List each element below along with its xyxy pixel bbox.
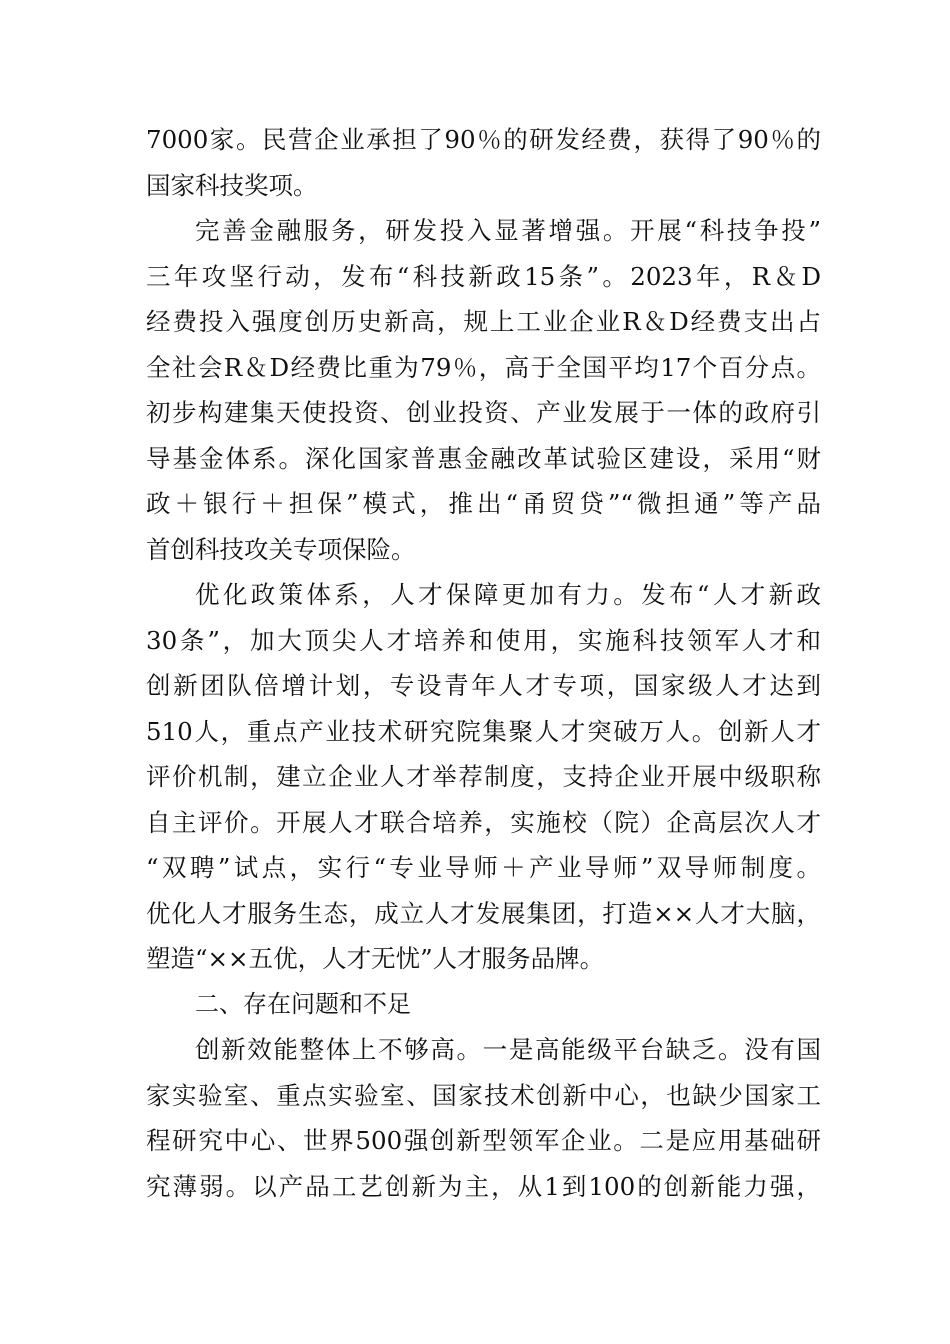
text-line: 程研究中心、世界500强创新型领军企业。二是应用基础研 [146, 1126, 821, 1155]
text-line: 究薄弱。以产品工艺创新为主，从1到100的创新能力强， [146, 1171, 821, 1201]
text-line: 家实验室、重点实验室、国家技术创新中心，也缺少国家工 [146, 1080, 821, 1110]
text-line: 全社会R＆D经费比重为79％，高于全国平均17个百分点。 [146, 352, 821, 382]
text-line: 30条”，加大顶尖人才培养和使用，实施科技领军人才和 [146, 625, 821, 655]
text-line: 7000家。民营企业承担了90％的研发经费，获得了90％的 [146, 125, 821, 154]
section-heading: 二、存在问题和不足 [195, 989, 411, 1018]
text-line: 经费投入强度创历史新高，规上工业企业R＆D经费支出占 [146, 307, 821, 336]
text-line: “双聘”试点，实行“专业导师＋产业导师”双导师制度。 [146, 853, 821, 882]
text-line: 评价机制，建立企业人才举荐制度，支持企业开展中级职称 [146, 762, 821, 791]
text-line: 初步构建集天使投资、创业投资、产业发展于一体的政府引 [146, 398, 821, 427]
text-line: 创新团队倍增计划，专设青年人才专项，国家级人才达到 [146, 671, 821, 700]
text-line: 三年攻坚行动，发布“科技新政15条”。2023年，R＆D [146, 261, 821, 291]
text-line: 优化人才服务生态，成立人才发展集团，打造××人才大脑， [146, 898, 821, 928]
text-line: 导基金体系。深化国家普惠金融改革试验区建设，采用“财 [146, 443, 821, 473]
paragraph-start-line: 完善金融服务，研发投入显著增强。开展“科技争投” [195, 216, 821, 245]
text-line: 国家科技奖项。 [146, 170, 318, 200]
paragraph-start-line: 优化政策体系，人才保障更加有力。发布“人才新政 [195, 580, 821, 609]
text-line: 自主评价。开展人才联合培养，实施校（院）企高层次人才 [146, 807, 821, 837]
text-line: 塑造“××五优，人才无忧”人才服务品牌。 [146, 944, 605, 973]
text-line: 510人，重点产业技术研究院集聚人才突破万人。创新人才 [146, 716, 821, 746]
body-text [146, 117, 821, 1209]
paragraph-start-line: 创新效能整体上不够高。一是高能级平台缺乏。没有国 [195, 1035, 821, 1064]
text-line: 政＋银行＋担保”模式，推出“甬贸贷”“微担通”等产品 [146, 489, 821, 518]
text-line: 首创科技攻关专项保险。 [146, 534, 416, 564]
